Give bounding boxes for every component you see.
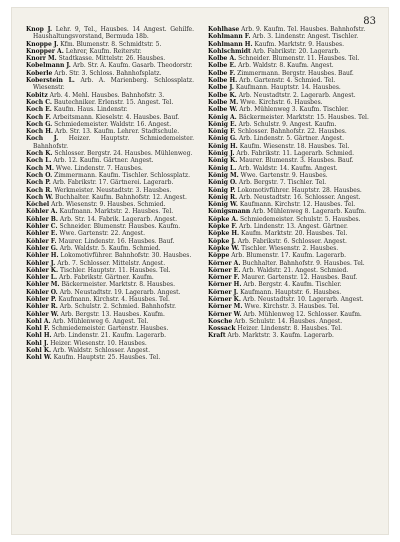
entry-name: Körner J. xyxy=(208,288,239,296)
entry-name: König H. xyxy=(208,142,238,150)
entry-name: Körner H. xyxy=(208,281,242,289)
entry-name: Koch O. xyxy=(26,171,53,179)
entry-details: Arb. Fabrikstr. Gärtner. Kaufm. xyxy=(59,274,154,282)
directory-entry xyxy=(26,347,194,354)
entry-details: Schneider. Blumenstr. 11. Hausbes. Tel. xyxy=(238,55,360,63)
directory-entry xyxy=(26,267,194,274)
entry-name: Kossack xyxy=(208,325,236,333)
entry-name: Körner K. xyxy=(208,295,241,303)
entry-details: Kaufmann. Hauptstr. 14. Hausbes. xyxy=(235,84,341,92)
directory-entry xyxy=(208,62,376,69)
entry-details: Arb. 4. Mehl. Hausbes. Bahnhofstr. 3. xyxy=(49,91,165,99)
entry-name: Körner M. xyxy=(208,303,243,311)
entry-details: Arb. Lindenstr. 21. Kaufm. Lagerarb. xyxy=(53,332,167,340)
entry-details: Buchhalter. Kaufm. Bahnhofstr. 12. Angest. xyxy=(55,193,187,201)
entry-name: Koch P. xyxy=(26,179,51,187)
entry-details: Kaufm. Marktstr. 20. Hausbes. Tel. xyxy=(241,230,348,238)
directory-entry xyxy=(26,179,194,186)
directory-entry xyxy=(208,77,376,84)
entry-details: Arb. 3. Lindenstr. Angest. Tischler. xyxy=(252,33,359,41)
entry-details: Kfm. Blumenstr. 8. Schmidtstr. 5. xyxy=(60,40,162,48)
entry-details: Kaufm. Haus. Lindenstr. xyxy=(53,106,128,114)
entry-details: Arb. Neustadtstr. 19. Lagerarb. Angest. xyxy=(59,288,181,296)
entry-name: Köhler M. xyxy=(26,281,60,289)
directory-entry xyxy=(208,245,376,252)
entry-details: Arbeitsmann. Kieselstr. 4. Hausbes. Bauf. xyxy=(52,113,180,121)
entry-name: Kolbe A. xyxy=(208,55,237,63)
entry-name: Koch M. xyxy=(26,164,54,172)
directory-entry xyxy=(26,201,194,208)
directory-entry xyxy=(26,165,194,172)
entry-name: König L. xyxy=(208,164,237,172)
entry-name: Kohl H. xyxy=(26,332,52,340)
entry-details: Arb. Bergstr. 13. Hausbes. Kaufm. xyxy=(60,310,165,318)
entry-details: Arb. Bergstr. 7. Tischler. Tel. xyxy=(238,179,327,187)
entry-details: Lokomotivführer. Bahnhofstr. 30. Hausbes. xyxy=(60,252,192,260)
entry-name: Kohl F. xyxy=(26,325,50,333)
directory-entry xyxy=(26,281,194,288)
directory-entry xyxy=(208,143,376,150)
entry-name: König K. xyxy=(208,157,238,165)
entry-name: König P. xyxy=(208,186,236,194)
entry-details: Heizer. Wiesenstr. 10. Hausbes. xyxy=(50,339,147,347)
entry-name: König W. xyxy=(208,201,238,209)
entry-details: Arb. Lindenstr. 13. Angest. Gärtner. xyxy=(239,223,348,231)
entry-name: Köhler H. xyxy=(26,252,59,260)
directory-entry xyxy=(26,150,194,157)
entry-name: Koch F. xyxy=(26,113,51,121)
directory-entry xyxy=(26,157,194,164)
entry-details: Tischler. Hauptstr. 11. Hausbes. Tel. xyxy=(60,266,171,274)
entry-details: Arb. Waldstr. Schlosser. Angest. xyxy=(53,347,150,355)
entry-details: Wwe. Kirchstr. 6. Hausbes. xyxy=(240,98,323,106)
entry-details: Buchhalter. Bahnhofstr. 9. Hausbes. Tel. xyxy=(242,259,365,267)
entry-name: Kohl K. xyxy=(26,347,52,355)
entry-details: Schmiedemeister. Waldstr. 16. Angest. xyxy=(54,120,172,128)
entry-details: Wwe. Gartenstr. 9. Hausbes. xyxy=(240,171,328,179)
directory-entry xyxy=(26,230,194,237)
entry-details: Arb. Str. 13. Kaufm. Lehrer. Stadtschule. xyxy=(54,128,180,136)
entry-name: König R. xyxy=(208,193,238,201)
directory-entry xyxy=(208,135,376,142)
directory-entry xyxy=(26,187,194,194)
directory-entry xyxy=(208,230,376,237)
directory-entry xyxy=(26,260,194,267)
directory-entry xyxy=(208,55,376,62)
directory-entry xyxy=(26,55,194,62)
entry-name: Knorr M. xyxy=(26,55,57,63)
directory-entry xyxy=(26,325,194,332)
directory-entry xyxy=(208,325,376,332)
entry-details: Arb. Schulstr. 9. Angest. Kaufm. xyxy=(238,120,337,128)
entry-details: Arb. Waldstr. 14. Kaufm. Angest. xyxy=(238,164,338,172)
entry-name: König A. xyxy=(208,113,237,121)
entry-name: Kolbe K. xyxy=(208,91,237,99)
directory-entry xyxy=(26,296,194,303)
entry-name: Köhler W. xyxy=(26,310,59,318)
entry-name: König J. xyxy=(208,150,235,158)
entry-details: Arb. Schulstr. 14. Hausbes. Angest. xyxy=(234,317,343,325)
directory-entry xyxy=(26,318,194,325)
entry-name: König M. xyxy=(208,171,239,179)
entry-details: Wwe. Gartenstr. 22. Angest. xyxy=(59,230,146,238)
entry-details: Kaufmann. Kirchstr. 4. Hausbes. Tel. xyxy=(58,295,170,303)
entry-name: Köhler P. xyxy=(26,295,57,303)
entry-details: Zimmermann. Bergstr. Hausbes. Bauf. xyxy=(237,69,354,77)
directory-entry xyxy=(26,274,194,281)
entry-name: Königsmann xyxy=(208,208,251,216)
directory-entry xyxy=(208,289,376,296)
directory-entry xyxy=(26,303,194,310)
entry-name: Koch L. xyxy=(26,157,52,165)
entry-name: Koch H. xyxy=(26,128,53,136)
entry-name: Koch E. xyxy=(26,106,52,114)
entry-details: Arb. Neustadtstr. 10. Lagerarb. Angest. xyxy=(242,295,364,303)
directory-entry xyxy=(26,245,194,252)
entry-details: Bäckermeister. Marktstr. 15. Hausbes. Tel. xyxy=(238,113,369,121)
entry-details: Arb. Str. 14. Fabrik. Lagerarb. Angest. xyxy=(59,215,178,223)
entry-name: Köhler R. xyxy=(26,303,58,311)
entry-name: Kohl A. xyxy=(26,317,51,325)
directory-entry xyxy=(208,128,376,135)
entry-details: Arb. Mühlenweg 12. Schlosser. Kaufm. xyxy=(243,310,362,318)
entry-name: Knoppe J. xyxy=(26,40,59,48)
entry-name: Köpke F. xyxy=(208,223,238,231)
entry-name: Köpke H. xyxy=(208,230,240,238)
directory-entry xyxy=(26,48,194,55)
entry-details: Arb. Neustadtstr. 16. Schlosser. Angest. xyxy=(239,193,361,201)
directory-entry xyxy=(208,238,376,245)
entry-details: Wwe. Kirchstr. 3. Hausbes. Tel. xyxy=(244,303,340,311)
directory-entry xyxy=(26,92,194,99)
entry-name: Kolbe E. xyxy=(208,62,237,70)
entry-details: Arb. Mühlenweg 6. Angest. Tel. xyxy=(52,317,149,325)
entry-name: Kohlschmidt xyxy=(208,47,251,55)
directory-entry xyxy=(26,26,194,41)
directory-entry xyxy=(208,84,376,91)
entry-name: Kohlmann H. xyxy=(208,40,253,48)
entry-name: Koch W. xyxy=(26,193,54,201)
entry-details: Arb. Lindenstr. 5. Gärtner. Angest. xyxy=(238,135,345,143)
entry-details: Kaufmann. Kirchstr. 12. Hausbes. Tel. xyxy=(239,201,356,209)
directory-entry xyxy=(26,99,194,106)
directory-entry xyxy=(26,114,194,121)
directory-entry xyxy=(26,332,194,339)
entry-details: Kaufm. Wiesenstr. 18. Hausbes. Tel. xyxy=(239,142,350,150)
entry-details: Heizer. Hauptstr. Schmiedemeister. Bahnhofstr. xyxy=(33,135,194,150)
entry-details: Arb. 9. Kaufm. Tel. Hausbes. Bahnhofstr. xyxy=(241,26,366,33)
entry-name: Köhler L. xyxy=(26,274,58,282)
entry-details: Schmiedemeister. Gartenstr. Hausbes. xyxy=(51,325,169,333)
directory-entry xyxy=(26,252,194,259)
directory-entry xyxy=(26,62,194,69)
entry-details: Arb. Fabrikstr. 20. Lagerarb. xyxy=(252,47,341,55)
entry-details: Schneider. Blumenstr. Hausbes. Kaufm. xyxy=(59,223,181,231)
entry-details: Schlosser. Bahnhofstr. 22. Hausbes. xyxy=(237,128,347,136)
entry-name: Kraft xyxy=(208,332,226,340)
entry-name: Köpke J. xyxy=(208,237,236,245)
entry-name: Körner E. xyxy=(208,266,241,274)
entry-details: Kaufmann. Marktstr. 2. Hausbes. Tel. xyxy=(59,208,174,216)
directory-entry xyxy=(208,274,376,281)
directory-entry xyxy=(208,179,376,186)
directory-entry xyxy=(208,252,376,259)
entry-details: Arb. Fabrikstr. 6. Schlosser. Angest. xyxy=(237,237,347,245)
entry-details: Arb. Waldstr. 5. Kaufm. Schmied. xyxy=(59,244,161,252)
directory-entry xyxy=(26,354,194,361)
directory-entry xyxy=(26,194,194,201)
entry-name: Köhler F. xyxy=(26,237,57,245)
directory-entry xyxy=(208,150,376,157)
entry-name: Köppe xyxy=(208,252,230,260)
entry-name: Koch K. xyxy=(26,150,53,158)
entry-details: Lehrer, Kaufm. Reiterstr. xyxy=(65,47,142,55)
entry-name: Köhler E. xyxy=(26,230,58,238)
directory-entry xyxy=(208,121,376,128)
entry-name: König E. xyxy=(208,120,237,128)
directory-entry xyxy=(208,318,376,325)
directory-entry xyxy=(208,33,376,40)
entry-details: Heizer. Lindenstr. 8. Hausbes. Tel. xyxy=(237,325,343,333)
entry-name: Körner W. xyxy=(208,310,242,318)
entry-name: Köpke A. xyxy=(208,215,239,223)
entry-name: Köhler C. xyxy=(26,223,58,231)
directory-entry xyxy=(208,201,376,208)
directory-entry xyxy=(208,187,376,194)
entry-details: Lokomotivführer. Hauptstr. 28. Hausbes. xyxy=(237,186,362,194)
entry-name: Köhler K. xyxy=(26,266,59,274)
directory-entry xyxy=(208,114,376,121)
directory-entry xyxy=(208,48,376,55)
directory-entry xyxy=(26,135,194,150)
directory-page xyxy=(12,8,388,534)
directory-entry xyxy=(26,128,194,135)
entry-name: Koch R. xyxy=(26,186,53,194)
entry-details: Bäckermeister. Marktstr. 8. Hausbes. xyxy=(61,281,175,289)
directory-entry xyxy=(208,26,376,33)
entry-details: Wwe. Lindenstr. 7. Hausbes. xyxy=(55,164,143,172)
directory-entry xyxy=(26,121,194,128)
entry-details: Arb. Neustadtstr. 2. Lagerarb. Angest. xyxy=(238,91,356,99)
entry-name: König F. xyxy=(208,128,236,136)
entry-details: Arb. Str. A. Kaufm. Gasarb. Theodorstr. xyxy=(72,62,193,70)
right-column xyxy=(208,26,376,524)
directory-entry xyxy=(26,238,194,245)
entry-name: Koberstein L. xyxy=(26,77,75,85)
entry-name: Kolbe W. xyxy=(208,106,238,114)
entry-details: Stadtkasse. Mittelstr. 26. Hausbes. xyxy=(58,55,166,63)
directory-entry xyxy=(208,194,376,201)
directory-entry xyxy=(208,332,376,339)
entry-name: König G. xyxy=(208,135,238,143)
entry-details: Arb. Marktstr. 3. Kaufm. Lagerarb. xyxy=(227,332,334,340)
directory-entry xyxy=(208,260,376,267)
entry-name: Kohlmann F. xyxy=(208,33,251,41)
directory-entry xyxy=(208,41,376,48)
entry-name: Köhler B. xyxy=(26,215,58,223)
directory-entry xyxy=(26,41,194,48)
entry-name: Kobelmann J. xyxy=(26,62,71,70)
entry-name: Köhler J. xyxy=(26,259,56,267)
entry-details: Tischler. Wiesenstr. 2. Hausbes. xyxy=(241,244,339,252)
directory-entry xyxy=(26,340,194,347)
entry-details: Werkmeister. Neustadtstr. 3. Hausbes. xyxy=(54,186,172,194)
entry-details: Kaufmann. Hauptstr. 6. Hausbes. xyxy=(240,288,342,296)
entry-name: Kohl W. xyxy=(26,354,52,362)
page-columns xyxy=(26,26,376,524)
directory-entry xyxy=(208,106,376,113)
directory-entry xyxy=(26,216,194,223)
entry-name: Kosche xyxy=(208,317,233,325)
entry-details: Arb. Mühlenweg 8. Lagerarb. Kaufm. xyxy=(252,208,366,216)
entry-details: Arb. Waldstr. 21. Angest. Schmied. xyxy=(242,266,349,274)
entry-details: Arb. Fabrikstr. 17. Gärtnerei. Lagerarb. xyxy=(52,179,174,187)
entry-name: Kohl J. xyxy=(26,339,49,347)
entry-details: Arb. 7. Schlosser. Mittelstr. Angest. xyxy=(57,259,166,267)
entry-details: Arb. Mühlenweg 3. Kaufm. Tischler. xyxy=(239,106,349,114)
entry-details: Arb. Fabrikstr. 11. Lagerarb. Schmied. xyxy=(236,150,354,158)
directory-entry xyxy=(208,281,376,288)
entry-name: Köchel xyxy=(26,201,50,209)
entry-details: Arb. Wiesenstr. 9. Hausbes. Schmied. xyxy=(51,201,166,209)
directory-entry xyxy=(208,157,376,164)
entry-name: Köhler A. xyxy=(26,208,58,216)
entry-name: Köpke W. xyxy=(208,244,240,252)
entry-name: Kohlhase xyxy=(208,26,240,33)
page-number: 83 xyxy=(363,16,376,27)
entry-name: Knopper A. xyxy=(26,47,64,55)
directory-entry xyxy=(208,172,376,179)
entry-details: Arb. Waldstr. 8. Kaufm. Angest. xyxy=(238,62,334,70)
entry-name: König O. xyxy=(208,179,237,187)
entry-details: Schlosser. Bergstr. 24. Hausbes. Mühlenweg. xyxy=(54,150,193,158)
directory-entry xyxy=(208,208,376,215)
directory-entry xyxy=(26,77,194,92)
entry-name: Knop J. xyxy=(26,26,53,33)
entry-name: Kobitz xyxy=(26,91,48,99)
entry-name: Körner F. xyxy=(208,274,240,282)
entry-details: Lehr. 9, Tel., Hausbes. 14 Angest. Gehilfe. Haushaltungsvorstand, Bermuda 18b. xyxy=(33,26,194,41)
entry-details: Kaufm. Hauptstr. 25. Hausbes. Tel. xyxy=(53,354,161,362)
directory-entry xyxy=(208,223,376,230)
directory-entry xyxy=(208,99,376,106)
directory-entry xyxy=(208,216,376,223)
entry-name: Köhler G. xyxy=(26,244,58,252)
directory-entry xyxy=(26,208,194,215)
directory-entry xyxy=(26,223,194,230)
entry-details: Maurer. Lindenstr. 16. Hausbes. Bauf. xyxy=(58,237,175,245)
entry-name: Körner A. xyxy=(208,259,241,267)
directory-entry xyxy=(208,92,376,99)
entry-name: Koberle xyxy=(26,69,53,77)
directory-entry xyxy=(208,296,376,303)
directory-entry xyxy=(208,165,376,172)
entry-name: Koch J. xyxy=(26,135,59,143)
entry-details: Maurer. Gartenstr. 12. Hausbes. Bauf. xyxy=(241,274,358,282)
entry-name: Koch C. xyxy=(26,98,52,106)
entry-details: Arb. A. Marienberg. Schlossplatz. Wiesenstr. xyxy=(33,77,194,92)
directory-entry xyxy=(26,289,194,296)
directory-entry xyxy=(208,303,376,310)
entry-name: Kolbe M. xyxy=(208,98,239,106)
directory-entry xyxy=(26,70,194,77)
entry-details: Bautechniker. Erlenstr. 15. Angest. Tel. xyxy=(53,98,174,106)
entry-name: Kolbe J. xyxy=(208,84,234,92)
directory-entry xyxy=(208,311,376,318)
directory-entry xyxy=(208,267,376,274)
entry-details: Arb. Schulstr. 2. Schmied. Bahnhofstr. xyxy=(59,303,177,311)
entry-details: Arb. Str. 3. Schloss. Bahnhofsplatz. xyxy=(54,69,162,77)
entry-details: Arb. Blumenstr. 17. Kaufm. Lagerarb. xyxy=(231,252,346,260)
left-column xyxy=(26,26,194,524)
entry-name: Kolbe H. xyxy=(208,77,238,85)
directory-entry xyxy=(26,106,194,113)
entry-name: Kolbe F. xyxy=(208,69,236,77)
entry-details: Kaufm. Marktstr. 9. Hausbes. xyxy=(254,40,345,48)
entry-details: Maurer. Blumenstr. 3. Hausbes. Bauf. xyxy=(239,157,354,165)
directory-entry xyxy=(26,172,194,179)
entry-name: Köhler O. xyxy=(26,288,58,296)
entry-details: Arb. Gartenstr. 4. Schmied. Tel. xyxy=(239,77,336,85)
entry-details: Zimmermann. Kaufm. Tischler. Schlossplatz. xyxy=(54,171,190,179)
entry-details: Arb. Bergstr. 4. Kaufm. Tischler. xyxy=(243,281,342,289)
entry-name: Koch G. xyxy=(26,120,53,128)
entry-details: Schmiedemeister. Schulstr. 5. Hausbes. xyxy=(240,215,361,223)
entry-details: Arb. 12. Kaufm. Gärtner. Angest. xyxy=(53,157,154,165)
directory-entry xyxy=(26,311,194,318)
directory-entry xyxy=(208,70,376,77)
